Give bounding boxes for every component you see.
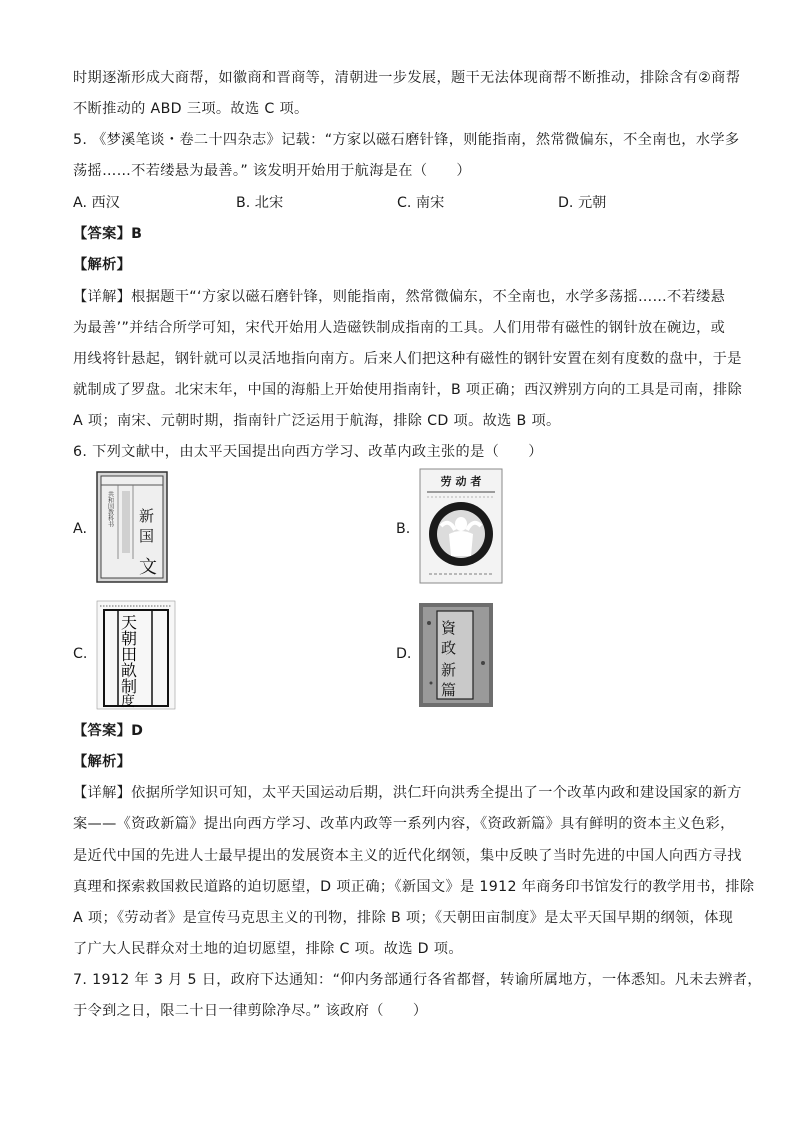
explanation-line: 是近代中国的先进人士最早提出的发展资本主义的近代化纲领，集中反映了当时先进的中国人向西方寻找 xyxy=(73,848,742,864)
question-6-stem: 6. 下列文献中，由太平天国提出向西方学习、改革内政主张的是（ ） xyxy=(73,444,543,460)
explanation-line: A 项；南宋、元朝时期，指南针广泛运用于航海，排除 CD 项。故选 B 项。 xyxy=(73,413,561,429)
analysis-label: 【解析】 xyxy=(73,257,132,273)
option-d-title-char: 政 xyxy=(441,639,457,657)
option-c-title-char: 制 xyxy=(121,677,138,696)
question-5-stem: 荡摇……不若缕悬为最善。” 该发明开始用于航海是在（ ） xyxy=(73,163,471,179)
option-b-title: 劳 动 者 xyxy=(440,475,482,488)
option-c-image[interactable] xyxy=(96,600,176,710)
explanation-line: 【详解】根据题干“‘方家以磁石磨针锋，则能指南，然常微偏东，不全南也，水学多荡摇……不若缕悬 xyxy=(73,289,726,305)
option-c-title-char: 田 xyxy=(121,645,138,664)
option-d-image[interactable] xyxy=(419,603,493,707)
option-a-image[interactable] xyxy=(96,471,168,583)
option-a-title-char: 国 xyxy=(139,527,155,545)
option-c-title-char: 天 xyxy=(121,613,138,632)
option-a-title-char: 文 xyxy=(139,557,157,578)
question-7-stem: 于令到之日，限二十日一律剪除净尽。” 该政府（ ） xyxy=(73,1003,428,1019)
option-d-label[interactable]: D. xyxy=(396,646,412,662)
option-c-title-char: 朝 xyxy=(121,629,138,648)
question-5-stem: 5. 《梦溪笔谈・卷二十四杂志》记载：“方家以磁石磨针锋，则能指南，然常微偏东，不全南也，水学多 xyxy=(73,132,740,148)
option-a-side-text: 共和国教科书 xyxy=(106,491,114,527)
answer-label: 【答案】B xyxy=(73,226,143,242)
text-line: 不断推动的 ABD 三项。故选 C 项。 xyxy=(73,101,309,117)
explanation-line: 【详解】依据所学知识可知，太平天国运动后期，洪仁玕向洪秀全提出了一个改革内政和建设国家的新方 xyxy=(73,785,742,801)
question-7-stem: 7. 1912 年 3 月 5 日，政府下达通知：“仰内务部通行各省都督，转谕所属地方，一体悉知。凡未去辨者， xyxy=(73,972,762,988)
option-b-image[interactable] xyxy=(419,468,503,584)
option-d[interactable]: D. 元朝 xyxy=(558,195,607,211)
text-line: 时期逐渐形成大商帮，如徽商和晋商等，清朝进一步发展，题干无法体现商帮不断推动，排除含有②商帮 xyxy=(73,70,741,86)
option-c[interactable]: C. 南宋 xyxy=(397,195,445,211)
explanation-line: 用线将针悬起，钢针就可以灵活地指向南方。后来人们把这种有磁性的钢针安置在刻有度数的盘中，于是 xyxy=(73,351,742,367)
answer-label: 【答案】D xyxy=(73,723,144,739)
option-a[interactable]: A. 西汉 xyxy=(73,195,120,211)
analysis-label: 【解析】 xyxy=(73,754,132,770)
option-d-title-char: 篇 xyxy=(441,681,457,699)
option-c-title-char: 畝 xyxy=(121,661,138,680)
option-d-title-char: 資 xyxy=(441,619,457,637)
option-b[interactable]: B. 北宋 xyxy=(236,195,284,211)
explanation-line: 就制成了罗盘。北宋末年，中国的海船上开始使用指南针，B 项正确；西汉辨别方向的工具是司南，排除 xyxy=(73,382,743,398)
option-a-title-char: 新 xyxy=(139,507,155,525)
explanation-line: 真理和探索救国救民道路的迫切愿望，D 项正确；《新国文》是 1912 年商务印书馆发行的教学用书，排除 xyxy=(73,879,755,895)
option-c-title-char: 度 xyxy=(121,694,135,710)
explanation-line: A 项；《劳动者》是宣传马克思主义的刊物，排除 B 项；《天朝田亩制度》是太平天国早期的纲领，体现 xyxy=(73,910,734,926)
option-d-title-char: 新 xyxy=(441,661,457,679)
option-b-label[interactable]: B. xyxy=(396,521,411,537)
option-a-label[interactable]: A. xyxy=(73,521,87,537)
option-c-label[interactable]: C. xyxy=(73,646,88,662)
question-5-options xyxy=(73,192,733,212)
explanation-line: 为最善’”并结合所学可知，宋代开始用人造磁铁制成指南的工具。人们用带有磁性的钢针放在碗边，或 xyxy=(73,320,726,336)
explanation-line: 案——《资政新篇》提出向西方学习、改革内政等一系列内容，《资政新篇》具有鲜明的资本主义色彩， xyxy=(73,816,735,832)
explanation-line: 了广大人民群众对土地的迫切愿望，排除 C 项。故选 D 项。 xyxy=(73,941,463,957)
